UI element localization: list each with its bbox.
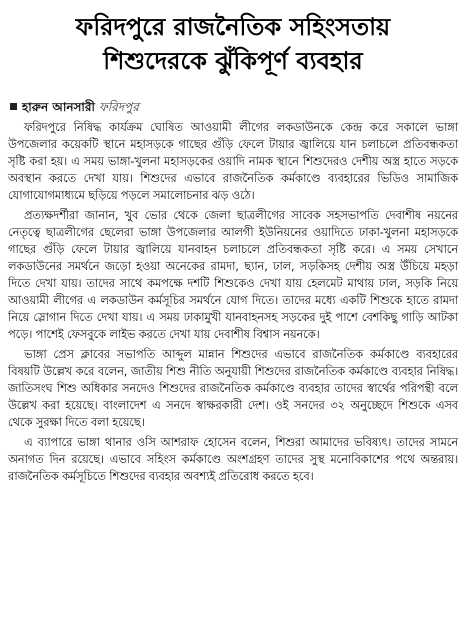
byline bbox=[10, 99, 139, 115]
byline-square-icon bbox=[10, 103, 17, 110]
article-body bbox=[8, 119, 458, 488]
paragraph: ফরিদপুরে নিষিদ্ধ কার্যক্রম ঘোষিত আওয়ামী লীগের লকডাউনকে কেন্দ্র করে সকালে ভাঙ্গা উপজেলার কয়েকটি স্থানে মহাসড়কে গাছের গুঁড়ি ফেলে টায়ার জ্বালিয়ে যান চলাচলে প্রতিবন্ধকতা সৃষ্টি করা হয়। এ সময় ভাঙ্গা-খুলনা মহাসড়কের ওয়াদি নামক স্থানে শিশুদেরও দেশীয় অস্ত্র হাতে সড়কে অবস্থান করতে দেখা যায়। শিশুদের এভাবে রাজনৈতিক কর্মকাণ্ডে ব্যবহারের ভিডিও সামাজিক যোগাযোগমাধ্যমে ছড়িয়ে পড়লে সমালোচনার ঝড় ওঠে। bbox=[8, 120, 458, 202]
paragraph: এ ব্যাপারে ভাঙ্গা থানার ওসি আশরাফ হোসেন বলেন, শিশুরা আমাদের ভবিষ্যৎ। তাদের সামনে অনাগত দিন রয়েছে। এভাবে সহিংস কর্মকাণ্ডে অংশগ্রহণ তাদের সুস্থ মনোবিকাশের পথে অন্তরায়। রাজনৈতিক কর্মসূচিতে শিশুদের ব্যবহার অবশ্যই প্রতিরোধ করতে হবে। bbox=[8, 435, 458, 483]
byline-location: ফরিদপুর bbox=[98, 100, 139, 114]
headline-line-1: ফরিদপুরে রাজনৈতিক সহিংসতায় bbox=[75, 13, 391, 41]
headline bbox=[0, 0, 466, 78]
paragraph: ভাঙ্গা প্রেস ক্লাবের সভাপতি আব্দুল মান্নান শিশুদের এভাবে রাজনৈতিক কর্মকাণ্ডে ব্যবহারের বিষয়টি উল্লেখ করে বলেন, জাতীয় শিশু নীতি অনুযায়ী শিশুদের রাজনৈতিক কর্মকাণ্ডে ব্যবহার নিষিদ্ধ। জাতিসংঘ শিশু অধিকার সনদেও শিশুদের রাজনৈতিক কর্মকাণ্ডে ব্যবহার তাদের স্বার্থের পরিপন্থী বলে উল্লেখ করা হয়েছে। বাংলাদেশ এ সনদে স্বাক্ষরকারী দেশ। ওই সনদের ৩২ অনুচ্ছেদে শিশুকে এসব থেকে সুরক্ষা দিতে বলা হয়েছে। bbox=[8, 347, 458, 429]
paragraph: প্রত্যক্ষদর্শীরা জানান, খুব ভোর থেকে জেলা ছাত্রলীগের সাবেক সহসভাপতি দেবাশীষ নয়নের নেতৃত্বে ছাত্রলীগের ছেলেরা ভাঙ্গা উপজেলার আলগী ইউনিয়নের ওয়াদিতে ঢাকা-খুলনা মহাসড়কে গাছের গুঁড়ি ফেলে টায়ার জ্বালিয়ে যানবাহন চলাচলে প্রতিবন্ধকতা সৃষ্টি করে। এ সময় সেখানে লকডাউনের সমর্থনে জড়ো হওয়া অনেকের রামদা, ছ্যান, ঢাল, সড়কিসহ দেশীয় অস্ত্র উঁচিয়ে মহড়া দিতে দেখা যায়। তাদের সাথে কমপক্ষে দশটি শিশুকেও দেখা যায় হেলমেট মাথায় ঢাল, সড়কি নিয়ে আওয়ামী লীগের এ লকডাউন কর্মসূচির সমর্থনে যোগ দিতে। তাদের মধ্যে একটি শিশুকে হাতে রামদা নিয়ে স্লোগান দিতে দেখা যায়। এ সময় ঢাকামুখী যানবাহনসহ সড়কের দুই পাশে বেশকিছু গাড়ি আটকা পড়ে। পাশেই ফেসবুকে লাইভ করতে দেখা যায় দেবাশীষ বিশ্বাস নয়নকে। bbox=[8, 208, 458, 341]
byline-author: হারুন আনসারী bbox=[22, 100, 95, 114]
headline-line-2: শিশুদেরকে ঝুঁকিপূর্ণ ব্যবহার bbox=[103, 47, 363, 75]
